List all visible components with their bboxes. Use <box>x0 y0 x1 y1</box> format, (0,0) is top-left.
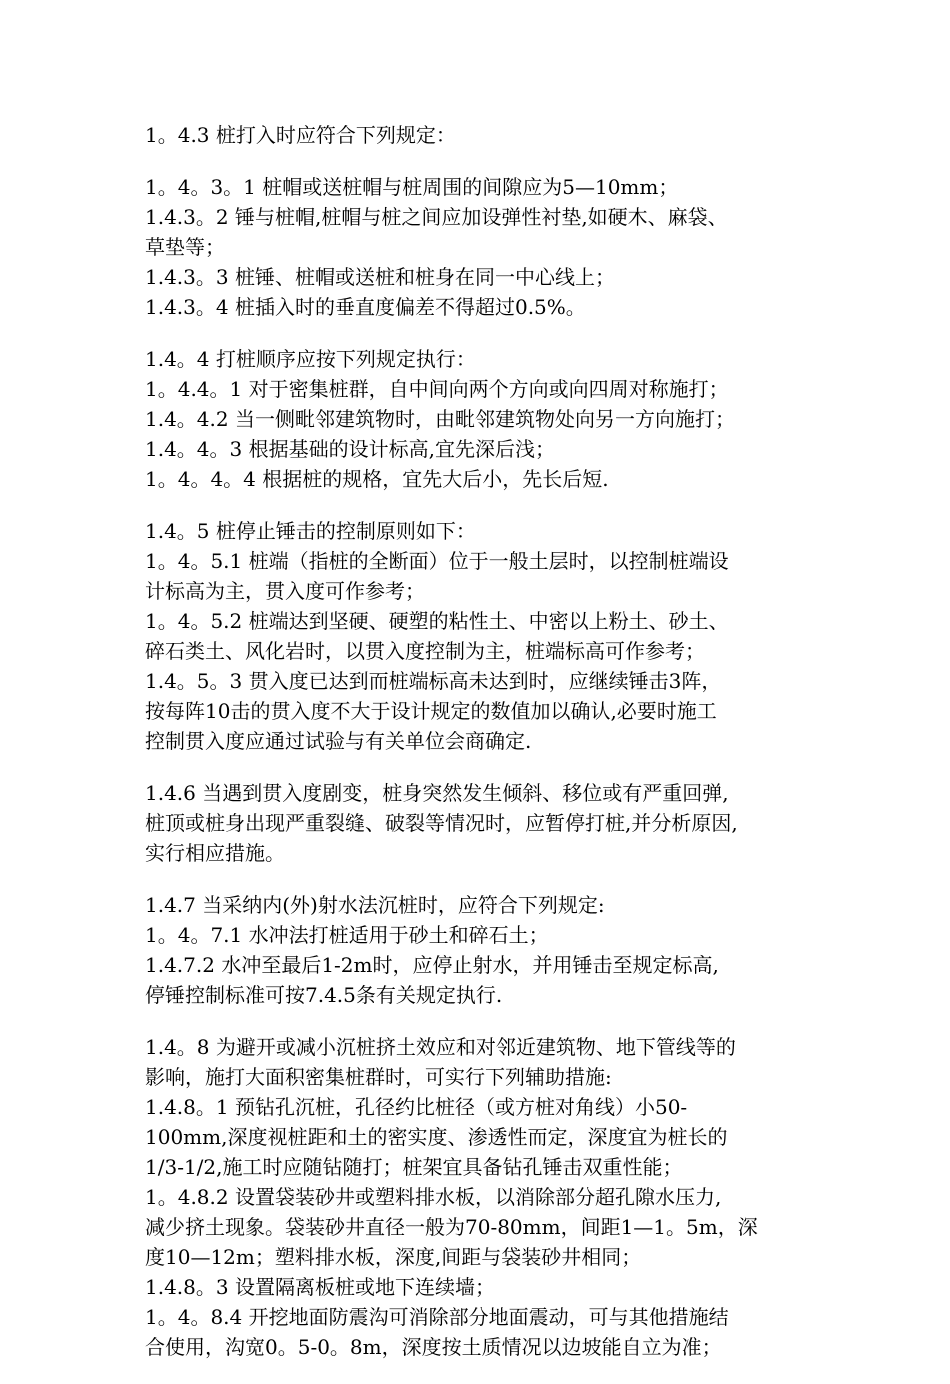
text-line: 1。4.3 桩打入时应符合下列规定： <box>145 123 456 147</box>
text-line: 1。4。5.2 桩端达到坚硬、硬塑的粘性土、中密以上粉土、砂土、 <box>145 609 729 633</box>
text-line: 1/3-1/2,施工时应随钻随打；桩架宜具备钻孔锤击双重性能； <box>145 1155 683 1179</box>
text-line: 实行相应措施。 <box>145 841 285 865</box>
text-line: 1。4.4。1 对于密集桩群，自中间向两个方向或向四周对称施打； <box>145 377 729 401</box>
text-line: 1.4.3。3 桩锤、桩帽或送桩和桩身在同一中心线上； <box>145 265 615 289</box>
text-line: 按每阵10击的贯入度不大于设计规定的数值加以确认,必要时施工 <box>145 699 717 723</box>
text-line: 1。4。3。1 桩帽或送桩帽与桩周围的间隙应为5—10mm； <box>145 175 679 199</box>
text-line: 1.4。4。3 根据基础的设计标高,宜先深后浅； <box>145 437 555 461</box>
text-line: 1。4。4。4 根据桩的规格，宜先大后小，先长后短. <box>145 467 609 491</box>
text-line: 1.4.3。4 桩插入时的垂直度偏差不得超过0.5%。 <box>145 295 586 319</box>
text-line: 1.4。4 打桩顺序应按下列规定执行： <box>145 347 476 371</box>
text-line: 1。4。8.4 开挖地面防震沟可消除部分地面震动，可与其他措施结 <box>145 1305 729 1329</box>
text-line: 1.4.8。3 设置隔离板桩或地下连续墙； <box>145 1275 495 1299</box>
section-1-4-6 <box>145 778 825 868</box>
text-line: 草垫等； <box>145 235 225 259</box>
section-1-4-4 <box>145 344 825 494</box>
text-line: 桩顶或桩身出现严重裂缝、破裂等情况时，应暂停打桩,并分析原因, <box>145 811 738 835</box>
text-line: 1.4.7.2 水冲至最后1-2m时，应停止射水，并用锤击至规定标高, <box>145 953 719 977</box>
text-line: 碎石类土、风化岩时，以贯入度控制为主，桩端标高可作参考； <box>145 639 705 663</box>
text-line: 1.4。8 为避开或减小沉桩挤土效应和对邻近建筑物、地下管线等的 <box>145 1035 736 1059</box>
text-line: 停锤控制标准可按7.4.5条有关规定执行. <box>145 983 503 1007</box>
section-1-4-7 <box>145 890 825 1010</box>
text-line: 1.4。4.2 当一侧毗邻建筑物时，由毗邻建筑物处向另一方向施打； <box>145 407 735 431</box>
section-1-4-5 <box>145 516 825 756</box>
text-line: 1.4。5。3 贯入度已达到而桩端标高未达到时，应继续锤击3阵， <box>145 669 722 693</box>
text-line: 100mm,深度视桩距和土的密实度、渗透性而定，深度宜为桩长的 <box>145 1125 728 1149</box>
text-line: 1。4。7.1 水冲法打桩适用于砂土和碎石土； <box>145 923 549 947</box>
text-line: 合使用，沟宽0。5-0。8m，深度按土质情况以边坡能自立为准； <box>145 1335 722 1359</box>
text-line: 1.4.6 当遇到贯入度剧变，桩身突然发生倾斜、移位或有严重回弹, <box>145 781 729 805</box>
section-1-4-8 <box>145 1032 825 1362</box>
text-line: 1.4.8。1 预钻孔沉桩，孔径约比桩径（或方桩对角线）小50- <box>145 1095 688 1119</box>
text-line: 1.4.3。2 锤与桩帽,桩帽与桩之间应加设弹性衬垫,如硬木、麻袋、 <box>145 205 728 229</box>
text-line: 计标高为主，贯入度可作参考； <box>145 579 425 603</box>
section-1-4-3 <box>145 120 825 150</box>
text-line: 度10—12m；塑料排水板，深度,间距与袋装砂井相同； <box>145 1245 642 1269</box>
text-line: 减少挤土现象。袋装砂井直径一般为70-80mm，间距1—1。5m，深 <box>145 1215 758 1239</box>
document-page <box>145 120 825 1384</box>
section-1-4-3-items <box>145 172 825 322</box>
text-line: 影响，施打大面积密集桩群时，可实行下列辅助措施: <box>145 1065 612 1089</box>
text-line: 1。4.8.2 设置袋装砂井或塑料排水板，以消除部分超孔隙水压力, <box>145 1185 722 1209</box>
text-line: 控制贯入度应通过试验与有关单位会商确定. <box>145 729 532 753</box>
text-line: 1.4.7 当采纳内(外)射水法沉桩时，应符合下列规定: <box>145 893 605 917</box>
text-line: 1。4。5.1 桩端（指桩的全断面）位于一般土层时，以控制桩端设 <box>145 549 729 573</box>
text-line: 1.4。5 桩停止锤击的控制原则如下： <box>145 519 476 543</box>
